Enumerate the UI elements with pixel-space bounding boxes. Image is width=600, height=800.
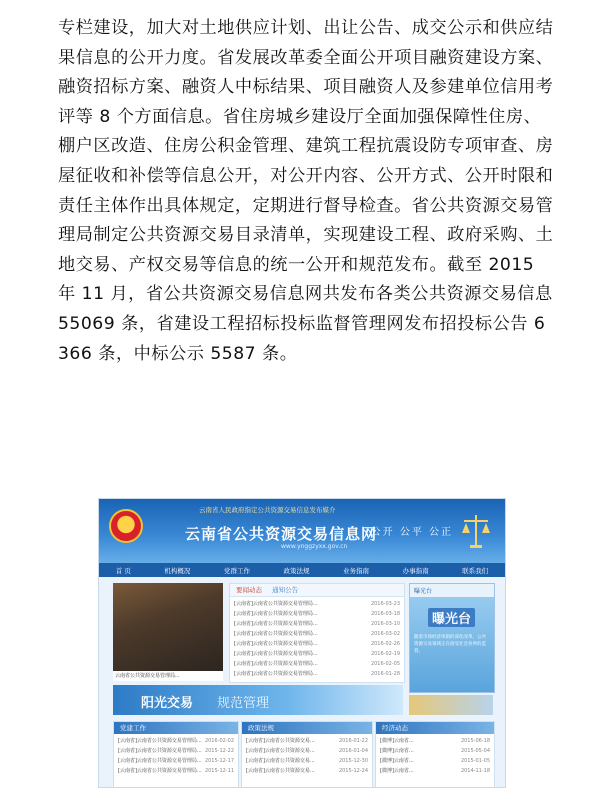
exposure-board-title: 曝光台 [428,608,475,627]
site-banner [99,499,505,563]
list-item[interactable]: [云南省]云南省公共资源交易管理局... 2016-02-02 [118,738,234,744]
site-slogan: 公开 公平 公正 [370,527,453,538]
economy-panel-head[interactable]: 经济动态 [376,722,494,734]
site-nav [99,563,505,577]
side-banner[interactable] [409,695,493,715]
list-item[interactable]: [云南省]云南省公共资源交易... 2016-01-22 [246,738,368,744]
sunshine-title: 阳光交易 [141,696,194,711]
policy-panel [241,721,373,788]
list-item[interactable]: [微博]云南省... 2015-05-04 [380,748,490,754]
list-item[interactable]: [云南省]云南省公共资源交易... 2016-01-04 [246,748,368,754]
nav-item-business[interactable]: 业务指南 [343,566,370,575]
sunshine-banner[interactable] [113,685,403,715]
exposure-board-text: 随着市场经济体制的深化改革，公共资源交易领域正在接受社会各界的监督。 [414,635,486,654]
list-item[interactable]: [云南省]云南省公共资源交易... 2015-12-30 [246,758,368,764]
nav-item-home[interactable]: 首 页 [115,566,131,575]
website-screenshot [98,498,506,788]
site-url: www.ynggzyxx.gov.cn [281,543,348,550]
list-item[interactable]: [云南省]云南省公共资源交易管理局... 2016-02-19 [234,651,400,657]
tab-news[interactable]: 要闻动态 [236,586,262,594]
list-item[interactable]: [云南省]云南省公共资源交易... 2015-12-24 [246,768,368,774]
list-item[interactable]: [云南省]云南省公共资源交易管理局... 2016-03-02 [234,631,400,637]
news-panel-head [230,584,404,597]
photo-caption: 云南省公共资源交易管理局... [113,671,223,681]
list-item[interactable]: [云南省]云南省公共资源交易管理局... 2015-12-11 [118,768,234,774]
list-item[interactable]: [微博]云南省... 2014-11-18 [380,768,490,774]
meeting-photo [113,583,223,671]
article-text: 专栏建设，加大对土地供应计划、出让公告、成交公示和供应结果信息的公开力度。省发展改革委全面公开项目融资建设方案、融资招标方案、融资人中标结果、项目融资人及参建单位信用考评等 8 个方面信息。省住房城乡建设厅全面加强保障性住房、棚户区改造、住房公积金管理、建筑工程抗震设防专项审查、房屋征收和补偿等信息公开，对公开内容、公开方式、公开时限和责任主体作出具体规定，定期进行督导检查。省公共资源交易管理局制定公共资源交易目录清单，实现建设工程、政府采购、土地交易、产权交易等信息的统一公开和规范发布。截至 2015 年 11 月，省公共资源交易信息网共发布各类公共资源交易信息 55069 条，省建设工程招标投标监督管理网发布招投标公告 6366 条，中标公示 5587 条。 [58,18,554,364]
list-item[interactable]: [云南省]云南省公共资源交易管理局... 2016-02-05 [234,661,400,667]
list-item[interactable]: [云南省]云南省公共资源交易管理局... 2015-12-17 [118,758,234,764]
party-panel-head[interactable]: 党建工作 [114,722,238,734]
list-item[interactable]: [云南省]云南省公共资源交易管理局... 2016-03-23 [234,601,400,607]
news-panel [229,583,405,683]
list-item[interactable]: [云南省]云南省公共资源交易管理局... 2016-03-10 [234,621,400,627]
list-item[interactable]: [云南省]云南省公共资源交易管理局... 2016-03-18 [234,611,400,617]
nav-item-about[interactable]: 机构概况 [164,566,191,575]
party-panel [113,721,239,788]
justice-scales-icon [461,511,491,551]
policy-panel-head[interactable]: 政策法规 [242,722,372,734]
economy-panel [375,721,495,788]
list-item[interactable]: [微博]云南省... 2015-06-18 [380,738,490,744]
nav-item-contact[interactable]: 联系我们 [462,566,489,575]
sunshine-subtitle: 规范管理 [217,696,270,711]
nav-item-service[interactable]: 办事指南 [402,566,429,575]
site-name: 云南省公共资源交易信息网 [185,525,378,543]
list-item[interactable]: [微博]云南省... 2015-01-05 [380,758,490,764]
exposure-board[interactable] [409,583,495,693]
banner-tagline: 云南省人民政府指定公共资源交易信息发布媒介 [199,506,336,514]
national-emblem-icon [109,509,143,543]
list-item[interactable]: [云南省]云南省公共资源交易管理局... 2016-01-28 [234,671,400,677]
list-item[interactable]: [云南省]云南省公共资源交易管理局... 2016-02-26 [234,641,400,647]
exposure-board-head: 曝光台 [410,584,494,597]
list-item[interactable]: [云南省]云南省公共资源交易管理局... 2015-12-22 [118,748,234,754]
nav-item-party[interactable]: 党群工作 [223,566,250,575]
nav-item-policy[interactable]: 政策法规 [283,566,310,575]
tab-notices[interactable]: 通知公告 [272,586,299,594]
